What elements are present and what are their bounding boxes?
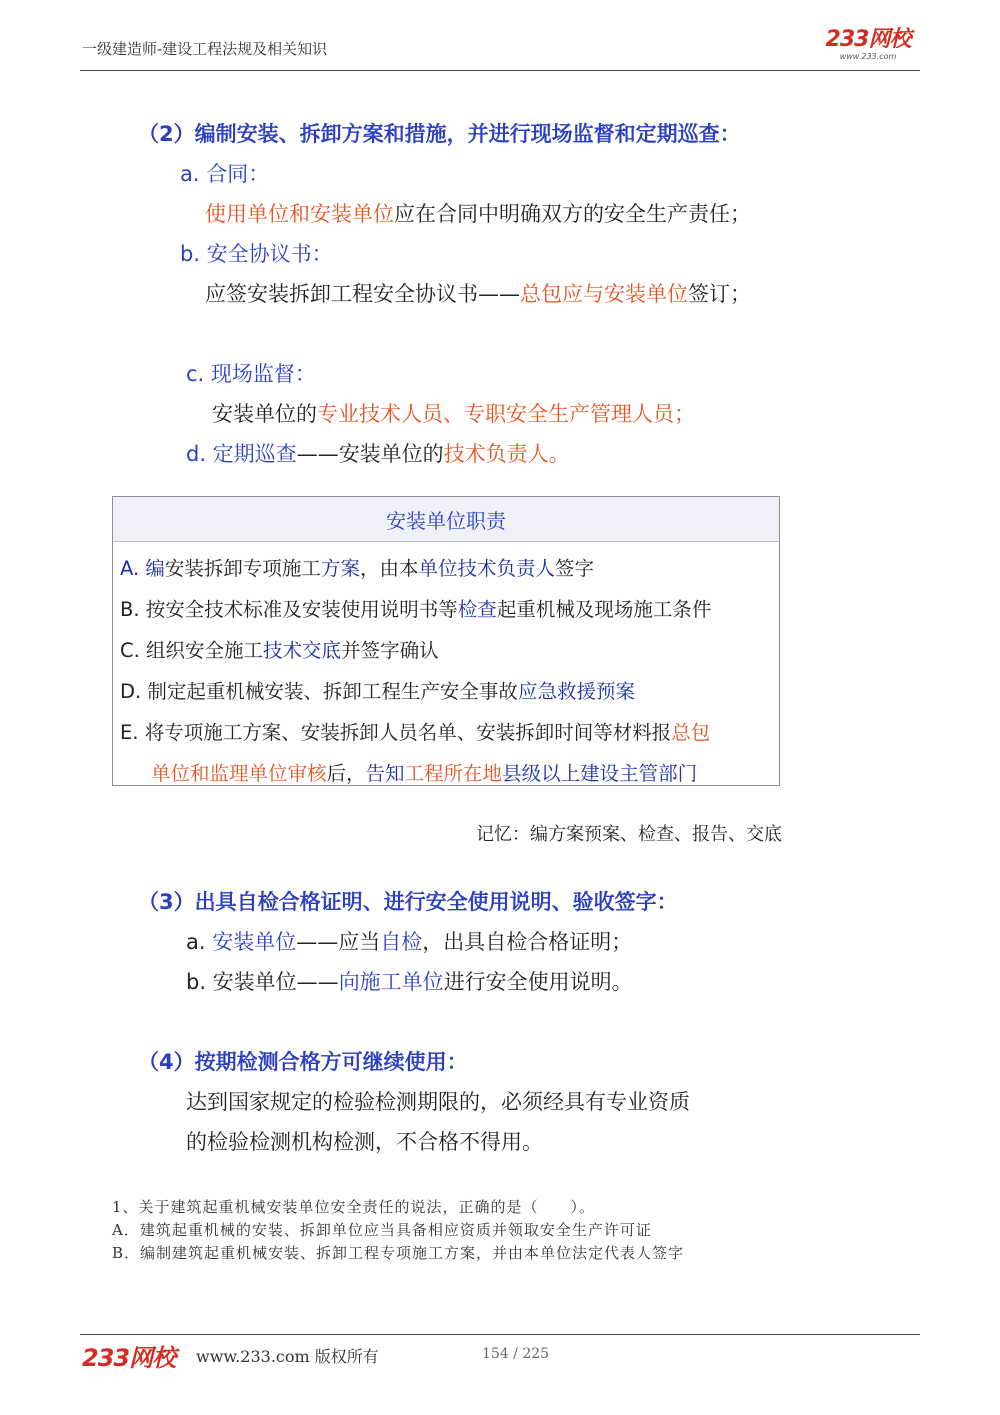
sec2-item-d-label: d. 定期巡查 xyxy=(186,442,297,466)
body-text: 进行安全使用说明。 xyxy=(443,970,633,994)
duty-row-e xyxy=(120,717,710,745)
duty-row-e-continued xyxy=(151,758,697,786)
body-text: 并签字确认 xyxy=(341,639,439,662)
document-header-title: 一级建造师-建设工程法规及相关知识 xyxy=(82,40,328,58)
duty-row-a xyxy=(120,553,594,581)
body-text: 安装拆卸专项施工 xyxy=(164,557,321,580)
highlight-text: 安装单位 xyxy=(212,930,297,954)
body-text: 安装单位的 xyxy=(212,402,317,426)
question-stem: 1、关于建筑起重机械安装单位安全责任的说法，正确的是（ ）。 xyxy=(112,1198,596,1216)
highlight-text: 技术交底 xyxy=(263,639,342,662)
highlight-text: 向施工单位 xyxy=(338,970,444,994)
row-letter: A. xyxy=(120,557,140,580)
row-letter: D. xyxy=(120,680,142,703)
duty-row-d xyxy=(120,676,635,704)
body-text: ——应当 xyxy=(296,930,381,954)
body-text: 后， xyxy=(326,762,366,785)
row-letter: E. xyxy=(120,721,139,744)
sec4-line-1: 达到国家规定的检验检测期限的，必须经具有专业资质 xyxy=(186,1090,690,1114)
sec3-item-a xyxy=(186,926,632,956)
duty-row-b xyxy=(120,594,711,622)
sec2-item-a-body xyxy=(205,198,751,228)
row-letter: B. xyxy=(120,598,140,621)
brand-logo xyxy=(818,28,918,61)
footer-copyright: www.233.com 版权所有 xyxy=(196,1347,379,1366)
question-option-b: B．编制建筑起重机械安装、拆卸工程专项施工方案，并由本单位法定代表人签字 xyxy=(112,1244,685,1262)
footer-logo: 233网校 xyxy=(82,1344,176,1372)
highlight-text: 自检 xyxy=(380,930,423,954)
sec2-item-b-body xyxy=(205,278,751,308)
body-text: 应在合同中明确双方的安全生产责任； xyxy=(394,202,751,226)
row-letter: C. xyxy=(120,639,140,662)
highlight-text: 技术负责人。 xyxy=(443,442,570,466)
body-text: 签字 xyxy=(554,557,594,580)
sec2-item-c-body xyxy=(212,398,695,428)
sec2-item-c-label: c. 现场监督： xyxy=(186,362,316,386)
body-text: ，出具自检合格证明； xyxy=(422,930,633,954)
body-text: 按安全技术标准及安装使用说明书等 xyxy=(145,598,458,621)
highlight-text: 应急救援预案 xyxy=(517,680,635,703)
footer-divider xyxy=(80,1334,920,1335)
body-text: 将专项施工方案、安装拆卸人员名单、安装拆卸时间等材料报 xyxy=(144,721,672,744)
section-2-heading: （2）编制安装、拆卸方案和措施，并进行现场监督和定期巡查： xyxy=(138,122,741,146)
page-number: 154 / 225 xyxy=(482,1346,550,1362)
highlight-text: 使用单位和安装单位 xyxy=(205,202,394,226)
highlight-text: 单位技术负责人 xyxy=(418,557,555,580)
duty-row-c xyxy=(120,635,439,663)
body-text: b. 安装单位—— xyxy=(186,970,339,994)
logo-url: www.233.com xyxy=(839,52,897,61)
body-text: 起重机械及现场施工条件 xyxy=(496,598,712,621)
highlight-text: 总包应与安装单位 xyxy=(520,282,688,306)
highlight-text: 单位和监理单位审核 xyxy=(151,762,327,785)
header-divider xyxy=(80,70,920,71)
highlight-text: 总包 xyxy=(671,721,711,744)
highlight-text: 检查 xyxy=(457,598,497,621)
section-3-heading: （3）出具自检合格证明、进行安全使用说明、验收签字： xyxy=(138,890,678,914)
body-text: ——安装单位的 xyxy=(296,442,444,466)
highlight-text: 编 xyxy=(145,557,165,580)
sec2-item-a-label: a. 合同： xyxy=(180,162,270,186)
sec2-item-d xyxy=(186,438,570,468)
body-text: 应签安装拆卸工程安全协议书—— xyxy=(205,282,520,306)
body-text: 签订； xyxy=(688,282,751,306)
duty-table xyxy=(112,496,780,786)
body-text: ，由本 xyxy=(359,557,419,580)
duty-table-title: 安装单位职责 xyxy=(113,497,779,542)
sec2-item-b-label: b. 安全协议书： xyxy=(180,242,333,266)
highlight-text: 县级以上建设主管部门 xyxy=(502,762,698,785)
highlight-text: 方案 xyxy=(320,557,360,580)
highlight-text: 专业技术人员、专职安全生产管理人员； xyxy=(317,402,695,426)
body-text: 制定起重机械安装、拆卸工程生产安全事故 xyxy=(147,680,518,703)
question-option-a: A．建筑起重机械的安装、拆卸单位应当具备相应资质并领取安全生产许可证 xyxy=(112,1221,652,1239)
body-text: 组织安全施工 xyxy=(146,639,264,662)
section-4-heading: （4）按期检测合格方可继续使用： xyxy=(138,1050,468,1074)
memory-tip: 记忆：编方案预案、检查、报告、交底 xyxy=(476,824,782,845)
sec3-item-b xyxy=(186,966,633,996)
highlight-text: 工程所在地 xyxy=(404,762,503,785)
highlight-text: 告知 xyxy=(365,762,405,785)
logo-text: 233网校 xyxy=(825,27,911,52)
sec4-line-2: 的检验检测机构检测，不合格不得用。 xyxy=(186,1130,543,1154)
body-text: a. xyxy=(186,930,213,954)
